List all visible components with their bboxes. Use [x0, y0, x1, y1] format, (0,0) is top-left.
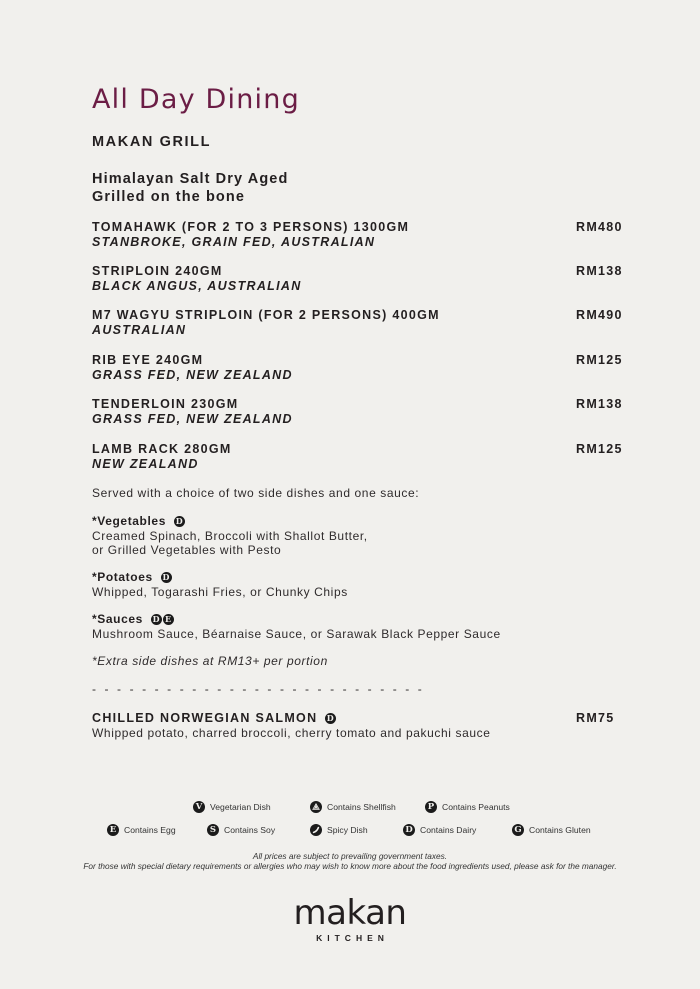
- item-name: TOMAHAWK (FOR 2 TO 3 PERSONS) 1300GM: [92, 220, 410, 234]
- dairy-icon: D: [162, 571, 171, 582]
- side-options-line-1: Mushroom Sauce, Béarnaise Sauce, or Sarawak Black Pepper Sauce: [92, 626, 501, 641]
- legend-label: Spicy Dish: [327, 825, 368, 835]
- side-options-line-1: Whipped, Togarashi Fries, or Chunky Chips: [92, 584, 348, 599]
- side-sauces: [92, 612, 501, 641]
- shellfish-icon: [310, 801, 322, 813]
- item-origin: STANBROKE, GRAIN FED, AUSTRALIAN: [92, 235, 376, 249]
- legend-item: [512, 824, 591, 836]
- menu-item: [92, 397, 632, 427]
- side-vegetables: [92, 514, 368, 558]
- menu-item: [92, 442, 632, 472]
- side-label: *Vegetables: [92, 514, 166, 528]
- menu-item: [92, 308, 632, 338]
- extra-sides-note: *Extra side dishes at RM13+ per portion: [92, 654, 328, 668]
- legend-item: [193, 801, 271, 813]
- peanuts-icon: P: [425, 801, 437, 813]
- subtitle-line-1: Himalayan Salt Dry Aged: [92, 171, 289, 187]
- vegetarian-icon: V: [193, 801, 205, 813]
- logo-subtitle: KITCHEN: [316, 933, 389, 943]
- legend-item: [403, 824, 476, 836]
- dairy-icon: D: [152, 613, 161, 624]
- logo-wordmark: makan: [293, 893, 407, 933]
- item-name: CHILLED NORWEGIAN SALMON: [92, 711, 318, 725]
- item-name: STRIPLOIN 240GM: [92, 264, 223, 278]
- menu-item: [92, 353, 632, 383]
- side-label: *Potatoes: [92, 570, 153, 584]
- item-price: RM125: [576, 353, 623, 367]
- footer-notes: [0, 851, 700, 871]
- dairy-icon: D: [403, 824, 415, 836]
- item-name: M7 WAGYU STRIPLOIN (FOR 2 PERSONS) 400GM: [92, 308, 440, 322]
- item-name: TENDERLOIN 230GM: [92, 397, 239, 411]
- dairy-icon: D: [175, 515, 184, 526]
- legend-label: Contains Soy: [224, 825, 276, 835]
- item-price: RM490: [576, 308, 623, 322]
- item-price: RM138: [576, 264, 623, 278]
- item-name: RIB EYE 240GM: [92, 353, 204, 367]
- item-price: RM138: [576, 397, 623, 411]
- legend-label: Contains Shellfish: [327, 802, 396, 812]
- egg-icon: E: [163, 614, 174, 625]
- soy-icon: S: [207, 824, 219, 836]
- side-label: *Sauces: [92, 612, 143, 626]
- legend-item: [310, 824, 368, 836]
- side-options-line-1: Creamed Spinach, Broccoli with Shallot Butter,: [92, 528, 368, 543]
- served-with-note: Served with a choice of two side dishes and one sauce:: [92, 486, 420, 500]
- brand-logo: [0, 893, 700, 943]
- legend-label: Contains Egg: [124, 825, 176, 835]
- subtitle-line-2: Grilled on the bone: [92, 189, 246, 205]
- item-origin: AUSTRALIAN: [92, 323, 187, 337]
- section-subtitle: [92, 170, 288, 206]
- legend-label: Contains Gluten: [529, 825, 591, 835]
- item-price: RM75: [576, 711, 615, 725]
- side-potatoes: [92, 570, 348, 599]
- section-title: MAKAN GRILL: [92, 134, 212, 150]
- item-name-row: [92, 711, 632, 726]
- item-origin: GRASS FED, NEW ZEALAND: [92, 412, 293, 426]
- gluten-icon: G: [512, 824, 524, 836]
- item-origin: GRASS FED, NEW ZEALAND: [92, 368, 293, 382]
- item-price: RM125: [576, 442, 623, 456]
- legend-item: [107, 824, 176, 836]
- egg-icon: E: [107, 824, 119, 836]
- item-description: Whipped potato, charred broccoli, cherry tomato and pakuchi sauce: [92, 726, 491, 740]
- spicy-icon: [310, 824, 322, 836]
- item-origin: BLACK ANGUS, AUSTRALIAN: [92, 279, 302, 293]
- dashed-divider: - - - - - - - - - - - - - - - - - - - - - - - - - - -: [92, 682, 425, 696]
- page-title: All Day Dining: [92, 84, 300, 115]
- side-heading: [92, 612, 501, 627]
- menu-item: [92, 264, 632, 294]
- allergy-note: For those with special dietary requirements or allergies who may wish to know more about the food ingredients used, please ask for the manager.: [83, 861, 617, 871]
- side-heading: [92, 570, 348, 585]
- side-options-line-2: or Grilled Vegetables with Pesto: [92, 543, 282, 557]
- item-price: RM480: [576, 220, 623, 234]
- legend-label: Contains Dairy: [420, 825, 477, 835]
- menu-item-salmon: [92, 711, 632, 741]
- item-origin: NEW ZEALAND: [92, 457, 199, 471]
- side-heading: [92, 514, 368, 529]
- dairy-icon: D: [326, 713, 336, 723]
- tax-note: All prices are subject to prevailing government taxes.: [252, 851, 448, 861]
- menu-item: [92, 220, 632, 250]
- item-name: LAMB RACK 280GM: [92, 442, 232, 456]
- legend-item: [310, 801, 396, 813]
- legend-item: [207, 824, 275, 836]
- legend-label: Vegetarian Dish: [210, 802, 271, 812]
- legend-item: [425, 801, 510, 813]
- legend-label: Contains Peanuts: [442, 802, 510, 812]
